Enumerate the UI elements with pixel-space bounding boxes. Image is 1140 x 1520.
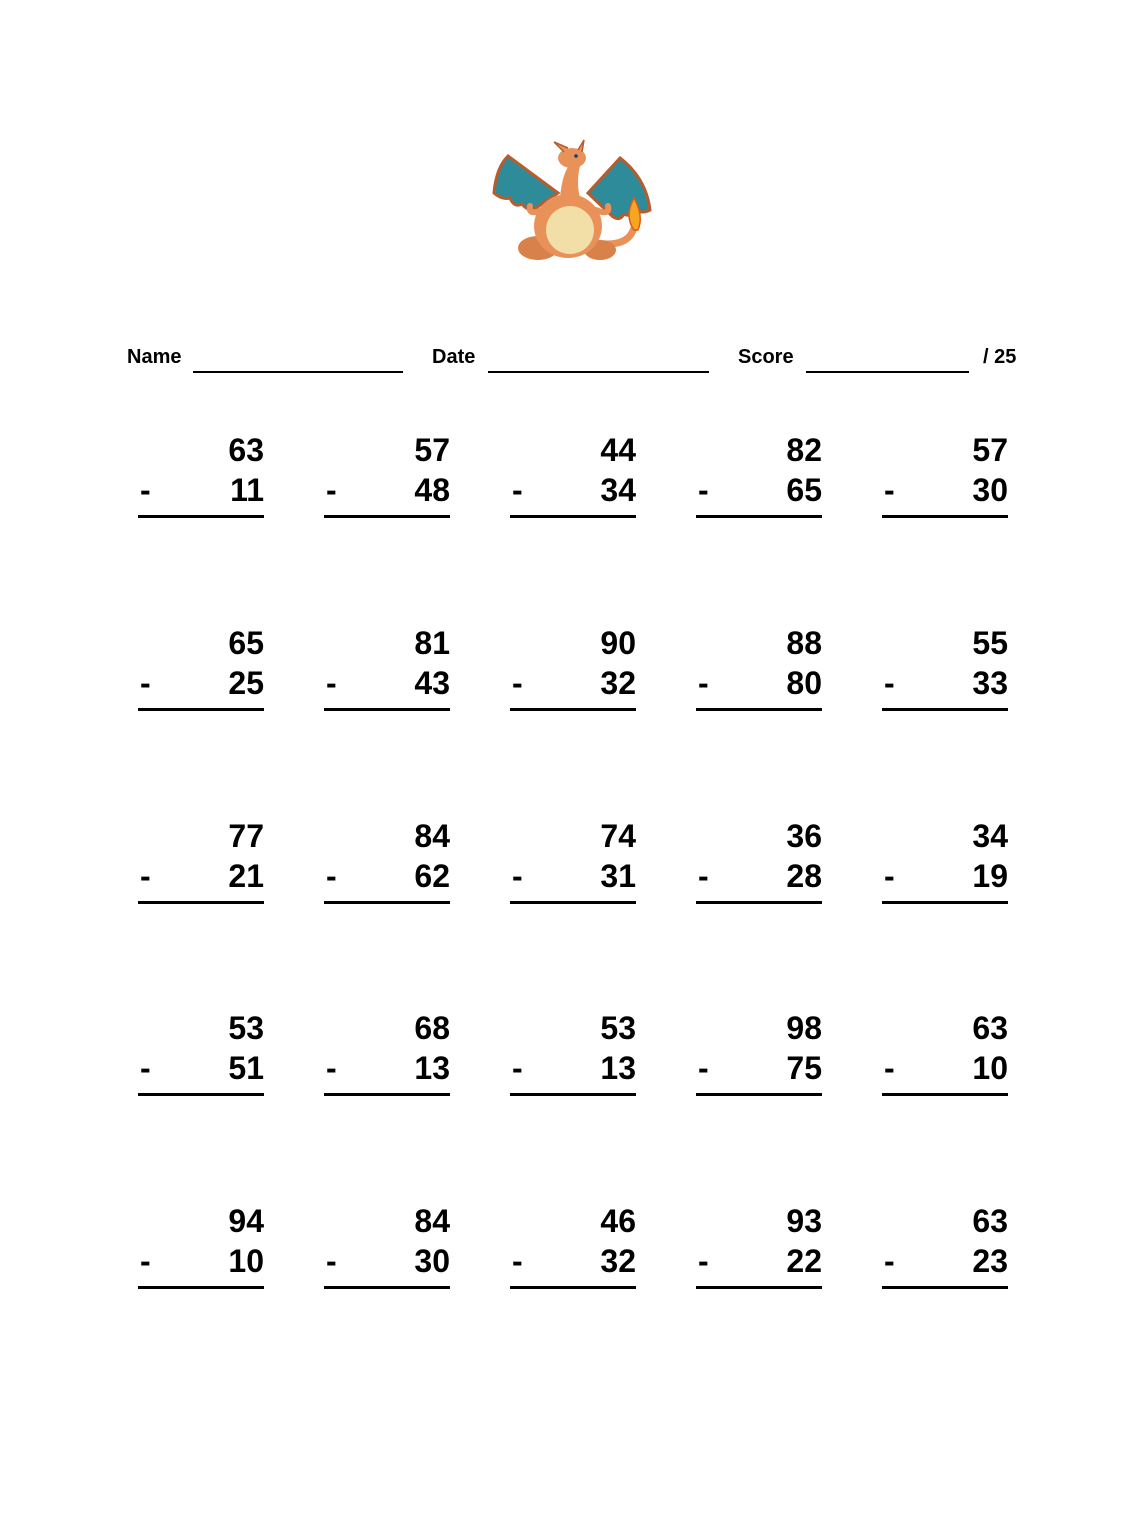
minuend: 82 [786, 432, 822, 468]
subtrahend: 30 [414, 1243, 450, 1279]
minuend: 53 [228, 1010, 264, 1046]
name-field[interactable] [193, 371, 403, 373]
subtraction-problem [324, 1008, 452, 1108]
minus-sign: - [698, 1050, 709, 1086]
answer-line[interactable] [882, 1093, 1008, 1096]
subtraction-problem [324, 430, 452, 530]
subtrahend: 32 [600, 665, 636, 701]
answer-line[interactable] [882, 1286, 1008, 1289]
subtraction-problem [696, 1201, 824, 1301]
answer-line[interactable] [696, 708, 822, 711]
answer-line[interactable] [882, 708, 1008, 711]
subtrahend: 48 [414, 472, 450, 508]
answer-line[interactable] [324, 901, 450, 904]
minus-sign: - [140, 1243, 151, 1279]
answer-line[interactable] [324, 515, 450, 518]
subtraction-problem [324, 623, 452, 723]
answer-line[interactable] [324, 1286, 450, 1289]
minuend: 63 [972, 1010, 1008, 1046]
subtrahend: 32 [600, 1243, 636, 1279]
minuend: 57 [414, 432, 450, 468]
minuend: 63 [972, 1203, 1008, 1239]
score-label: Score [738, 346, 794, 368]
minus-sign: - [326, 858, 337, 894]
subtraction-problem [138, 1008, 266, 1108]
subtraction-problem [882, 430, 1010, 530]
minuend: 68 [414, 1010, 450, 1046]
subtraction-problem [324, 1201, 452, 1301]
minuend: 55 [972, 625, 1008, 661]
subtrahend: 51 [228, 1050, 264, 1086]
minuend: 65 [228, 625, 264, 661]
minus-sign: - [884, 665, 895, 701]
answer-line[interactable] [138, 1093, 264, 1096]
dragon-belly [546, 206, 594, 254]
subtrahend: 10 [228, 1243, 264, 1279]
answer-line[interactable] [324, 1093, 450, 1096]
minus-sign: - [884, 858, 895, 894]
subtrahend: 34 [600, 472, 636, 508]
date-label: Date [432, 346, 476, 368]
minuend: 74 [600, 818, 636, 854]
answer-line[interactable] [882, 515, 1008, 518]
answer-line[interactable] [138, 901, 264, 904]
subtraction-problem [696, 430, 824, 530]
subtrahend: 22 [786, 1243, 822, 1279]
minus-sign: - [698, 858, 709, 894]
minuend: 98 [786, 1010, 822, 1046]
minuend: 46 [600, 1203, 636, 1239]
subtraction-problem [510, 430, 638, 530]
subtrahend: 25 [228, 665, 264, 701]
subtrahend: 30 [972, 472, 1008, 508]
minus-sign: - [884, 1050, 895, 1086]
score-total: / 25 [983, 346, 1017, 368]
subtraction-problem [696, 816, 824, 916]
answer-line[interactable] [324, 708, 450, 711]
subtraction-problem [510, 816, 638, 916]
minuend: 77 [228, 818, 264, 854]
subtrahend: 13 [600, 1050, 636, 1086]
minuend: 63 [228, 432, 264, 468]
dragon-neck [560, 164, 580, 198]
answer-line[interactable] [510, 901, 636, 904]
subtrahend: 28 [786, 858, 822, 894]
answer-line[interactable] [510, 1286, 636, 1289]
minus-sign: - [512, 858, 523, 894]
minus-sign: - [140, 665, 151, 701]
subtraction-problem [138, 816, 266, 916]
minus-sign: - [326, 665, 337, 701]
minus-sign: - [140, 472, 151, 508]
subtraction-problem [882, 1201, 1010, 1301]
answer-line[interactable] [138, 708, 264, 711]
answer-line[interactable] [696, 901, 822, 904]
minus-sign: - [326, 1050, 337, 1086]
subtraction-problem [882, 1008, 1010, 1108]
answer-line[interactable] [882, 901, 1008, 904]
subtraction-problem [882, 816, 1010, 916]
minuend: 44 [600, 432, 636, 468]
minus-sign: - [884, 1243, 895, 1279]
dragon-eye [574, 154, 578, 158]
answer-line[interactable] [510, 708, 636, 711]
minuend: 57 [972, 432, 1008, 468]
subtraction-problem [510, 1201, 638, 1301]
subtrahend: 10 [972, 1050, 1008, 1086]
answer-line[interactable] [696, 1286, 822, 1289]
score-field[interactable] [806, 371, 969, 373]
minus-sign: - [512, 1050, 523, 1086]
subtrahend: 19 [972, 858, 1008, 894]
answer-line[interactable] [696, 515, 822, 518]
subtrahend: 13 [414, 1050, 450, 1086]
subtraction-problem [882, 623, 1010, 723]
subtrahend: 62 [414, 858, 450, 894]
minus-sign: - [698, 472, 709, 508]
minuend: 84 [414, 1203, 450, 1239]
minuend: 81 [414, 625, 450, 661]
minuend: 88 [786, 625, 822, 661]
subtrahend: 11 [230, 472, 264, 508]
minuend: 53 [600, 1010, 636, 1046]
subtraction-problem [138, 430, 266, 530]
minus-sign: - [326, 1243, 337, 1279]
subtraction-problem [324, 816, 452, 916]
subtrahend: 33 [972, 665, 1008, 701]
subtrahend: 31 [600, 858, 636, 894]
minus-sign: - [698, 1243, 709, 1279]
date-field[interactable] [488, 371, 709, 373]
charizard-dragon-icon [488, 138, 658, 273]
minus-sign: - [698, 665, 709, 701]
subtraction-problem [510, 1008, 638, 1108]
minuend: 84 [414, 818, 450, 854]
answer-line[interactable] [138, 1286, 264, 1289]
minuend: 94 [228, 1203, 264, 1239]
minus-sign: - [140, 858, 151, 894]
answer-line[interactable] [510, 515, 636, 518]
subtrahend: 65 [786, 472, 822, 508]
name-label: Name [127, 346, 182, 368]
answer-line[interactable] [696, 1093, 822, 1096]
worksheet-header [0, 344, 1140, 384]
minuend: 36 [786, 818, 822, 854]
subtraction-problem [696, 1008, 824, 1108]
subtraction-problem [138, 623, 266, 723]
subtraction-problem [696, 623, 824, 723]
answer-line[interactable] [510, 1093, 636, 1096]
minus-sign: - [140, 1050, 151, 1086]
subtraction-problem [510, 623, 638, 723]
subtrahend: 23 [972, 1243, 1008, 1279]
minuend: 34 [972, 818, 1008, 854]
minus-sign: - [512, 1243, 523, 1279]
subtraction-problem [138, 1201, 266, 1301]
subtrahend: 75 [786, 1050, 822, 1086]
minuend: 93 [786, 1203, 822, 1239]
subtrahend: 80 [786, 665, 822, 701]
minus-sign: - [512, 472, 523, 508]
subtrahend: 21 [228, 858, 264, 894]
minus-sign: - [326, 472, 337, 508]
subtrahend: 43 [414, 665, 450, 701]
minus-sign: - [884, 472, 895, 508]
minuend: 90 [600, 625, 636, 661]
minus-sign: - [512, 665, 523, 701]
answer-line[interactable] [138, 515, 264, 518]
